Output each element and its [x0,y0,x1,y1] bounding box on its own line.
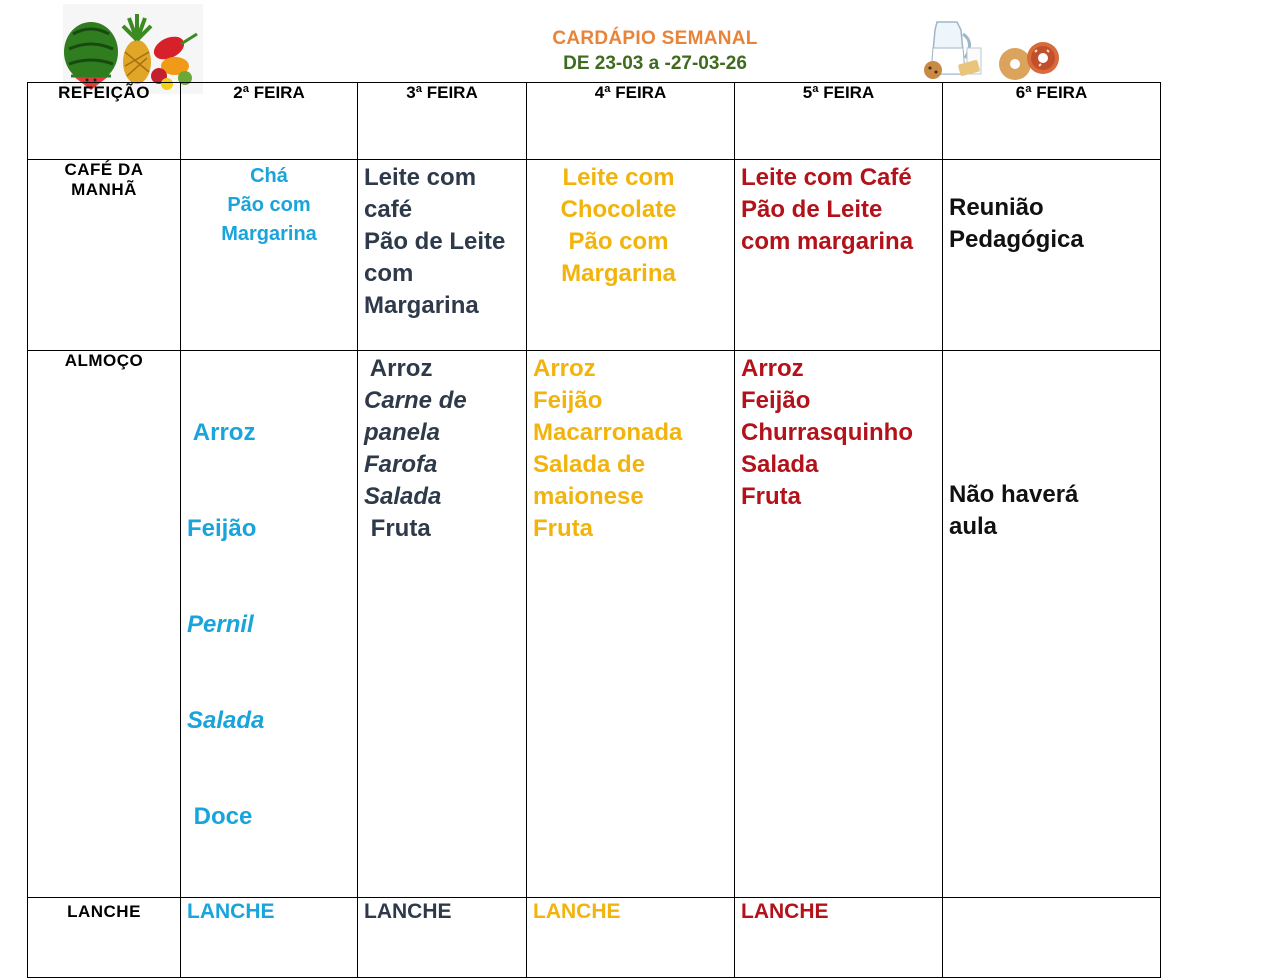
cell-lanche-tuesday [358,898,527,978]
milk-coffee-donuts-illustration [915,8,1070,86]
weekly-menu-table [27,82,1161,978]
menu-item: Pão com [227,194,311,216]
menu-item: Salada [741,451,819,478]
menu-item: LANCHE [187,900,275,923]
menu-item: Pernil [187,611,254,638]
menu-item: Reunião [949,194,1044,221]
row-almoco [28,351,1161,898]
cell-lanche-monday [181,898,358,978]
cell-cafe-thursday [735,160,943,351]
menu-item: Feijão [741,387,811,414]
header-wednesday: 4ª FEIRA [527,83,735,160]
menu-item: Churrasquinho [741,419,913,446]
cell-cafe-monday [181,160,358,351]
header-thursday: 5ª FEIRA [735,83,943,160]
menu-item: panela [364,419,441,446]
menu-item: Chocolate [560,196,677,223]
menu-item: Salada de [533,451,646,478]
header-monday: 2ª FEIRA [181,83,358,160]
row-label-almoco: ALMOÇO [28,351,181,898]
menu-item: Leite com [364,164,477,191]
row-cafe-da-manha [28,160,1161,351]
cell-cafe-wednesday [527,160,735,351]
menu-item: Pão de Leite [741,196,883,223]
cell-almoco-friday [943,351,1161,898]
menu-item: Salada [364,483,442,510]
table-header-row [28,83,1161,160]
menu-item: aula [949,513,998,540]
menu-item: maionese [533,483,644,510]
cell-cafe-tuesday [358,160,527,351]
menu-item: Arroz [187,419,256,446]
menu-item: com [364,260,414,287]
cell-almoco-monday [181,351,358,898]
cell-lanche-wednesday [527,898,735,978]
menu-item: Chá [250,165,288,187]
row-label-lanche: LANCHE [28,898,181,978]
menu-title: CARDÁPIO SEMANAL [552,28,758,49]
menu-item: Arroz [741,355,804,382]
menu-item: Pedagógica [949,226,1084,253]
menu-item: Não haverá [949,481,1079,508]
menu-item: Doce [187,803,253,830]
row-label-cafe [28,160,181,351]
menu-item: Leite com [562,164,675,191]
menu-item: Macarronada [533,419,683,446]
menu-item: Margarina [561,260,676,287]
menu-item: Farofa [364,451,438,478]
cell-lanche-thursday [735,898,943,978]
menu-item: LANCHE [533,900,621,923]
menu-item: Arroz [364,355,433,382]
row-label-cafe-line1: CAFÉ DA [64,160,144,179]
menu-item: Feijão [533,387,603,414]
cell-almoco-tuesday [358,351,527,898]
menu-date-range: DE 23-03 a -27-03-26 [563,53,747,74]
header-refeicao: REFEIÇÃO [28,83,181,160]
row-lanche [28,898,1161,978]
menu-item: Salada [187,707,265,734]
cell-almoco-wednesday [527,351,735,898]
menu-item: LANCHE [741,900,829,923]
cell-lanche-friday [943,898,1161,978]
menu-item: Fruta [741,483,801,510]
menu-item: Pão com [568,228,669,255]
menu-item: Fruta [533,515,593,542]
menu-item [943,898,1160,902]
menu-item: Margarina [364,292,479,319]
menu-item: Fruta [364,515,431,542]
cell-almoco-thursday [735,351,943,898]
cell-cafe-friday [943,160,1161,351]
row-label-cafe-line2: MANHÃ [71,180,137,199]
fruits-illustration [63,4,203,94]
menu-item: Carne de [364,387,467,414]
menu-item: com margarina [741,228,914,255]
menu-item: Margarina [221,223,317,245]
menu-item: Arroz [533,355,596,382]
menu-item: Feijão [187,515,257,542]
menu-item: Pão de Leite [364,228,506,255]
header-tuesday: 3ª FEIRA [358,83,527,160]
menu-item: café [364,196,413,223]
header-friday: 6ª FEIRA [943,83,1161,160]
menu-item: LANCHE [364,900,452,923]
menu-item: Leite com Café [741,164,912,191]
